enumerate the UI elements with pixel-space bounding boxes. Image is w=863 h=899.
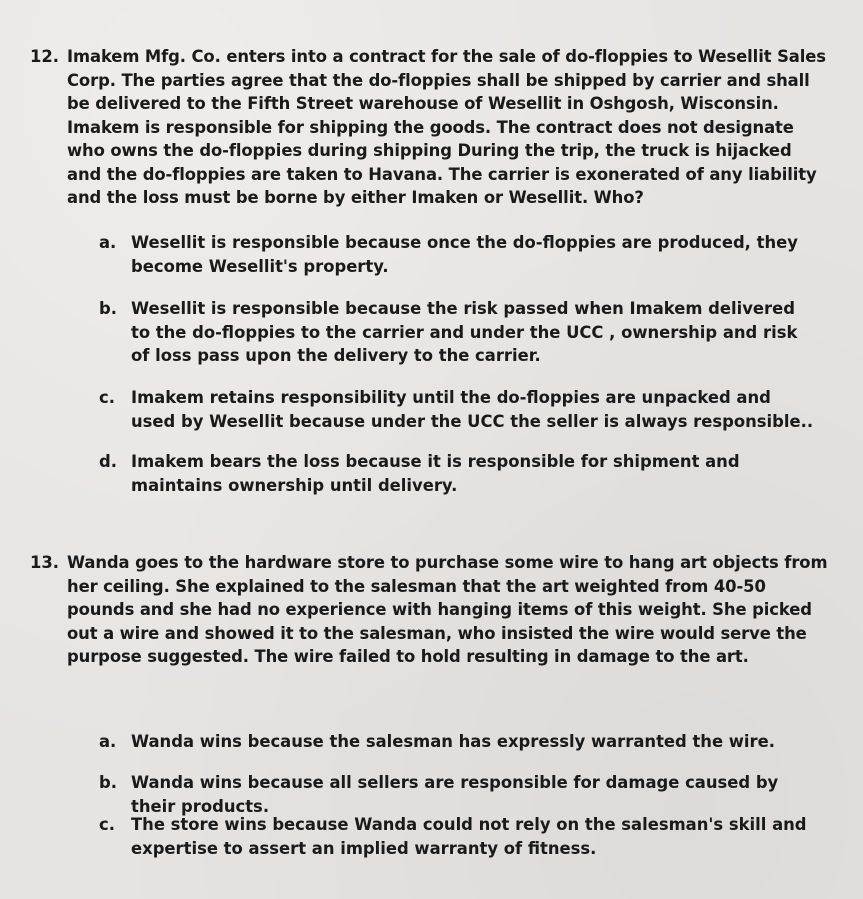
question-13: [30, 551, 830, 671]
option-letter: d.: [99, 452, 117, 471]
question-text: Wanda goes to the hardware store to purchase some wire to hang art objects from her ceiling. She explained to the salesman that the art weighted from 40-50 pounds and she had no experience with hanging items of this weight. She picked out a wire and showed it to the salesman, who insisted the wire would serve the purpose suggested. The wire failed to hold resulting in damage to the art.: [67, 553, 828, 666]
option-text: The store wins because Wanda could not rely on the salesman's skill and expertise to assert an implied warranty of fitness.: [131, 815, 807, 858]
option-letter: a.: [99, 233, 117, 252]
option-letter: c.: [99, 815, 115, 834]
option-letter: a.: [99, 732, 117, 751]
option-letter: c.: [99, 388, 115, 407]
question-12: [30, 45, 830, 207]
question-number: 12.: [30, 47, 60, 66]
question-text: Imakem Mfg. Co. enters into a contract for the sale of do-floppies to Wesellit Sales Corp. The parties agree that the do-floppies shall be shipped by carrier and shall be delivered to the Fifth Street warehouse of Wesellit in Oshgosh, Wisconsin. Imakem is responsible for shipping the goods. The contract does not designate who owns the do-floppies during shipping During the trip, the truck is hijacked and the do-floppies are taken to Havana. The carrier is exonerated of any liability and the loss must be borne by either Imaken or Wesellit. Who?: [67, 47, 826, 207]
option-text: Imakem retains responsibility until the do-floppies are unpacked and used by Wesellit because under the UCC the seller is always responsible..: [131, 388, 814, 431]
question-number: 13.: [30, 553, 60, 572]
option-text: Wanda wins because all sellers are responsible for damage caused by their products.: [131, 773, 779, 816]
option-text: Wesellit is responsible because the risk passed when Imakem delivered to the do-floppies to the carrier and under the UCC , ownership and risk of loss pass upon the delivery to the carrier.: [131, 299, 798, 365]
option-letter: b.: [99, 773, 117, 792]
option-letter: b.: [99, 299, 117, 318]
option-text: Wanda wins because the salesman has expressly warranted the wire.: [131, 732, 775, 751]
option-text: Imakem bears the loss because it is responsible for shipment and maintains ownership until delivery.: [131, 452, 740, 495]
option-text: Wesellit is responsible because once the do-floppies are produced, they become Wesellit's property.: [131, 233, 798, 276]
